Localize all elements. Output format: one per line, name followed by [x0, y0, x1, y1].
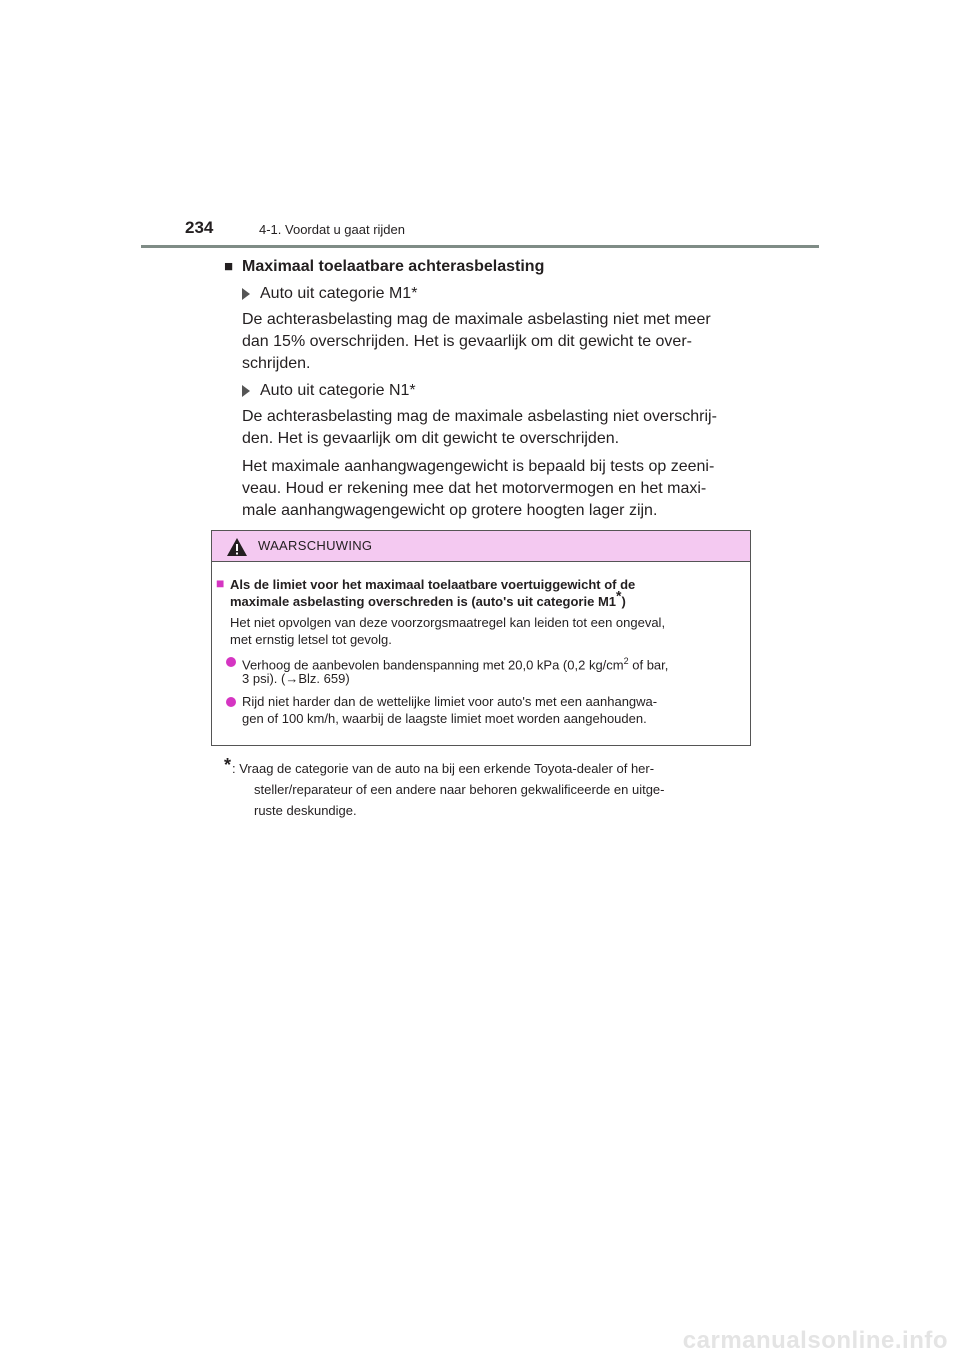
page-header — [141, 218, 819, 248]
footnote-star: * — [224, 755, 232, 775]
category-n1-label: Auto uit categorie N1* — [260, 382, 416, 399]
m1-text-line3: schrijden. — [242, 355, 311, 372]
footnote-line2: steller/reparateur of een andere naar behoren gekwalificeerde en uitge- — [254, 782, 665, 797]
watermark-bar — [0, 1315, 960, 1358]
bullet-dot-icon — [226, 657, 236, 667]
category-m1-label: Auto uit categorie M1* — [260, 285, 418, 302]
warning-bullet1-line1: Verhoog de aanbevolen bandenspanning met 20,0 kPa (0,2 $kg/cm^2$ of bar, — [242, 656, 669, 673]
trailer-text-line2: veau. Houd er rekening mee dat het motorvermogen en het maxi- — [242, 480, 707, 497]
warning-bullet2-line2: gen of 100 km/h, waarbij de laagste limiet moet worden aangehouden. — [242, 711, 647, 726]
trailer-text-line1: Het maximale aanhangwagengewicht is bepaald bij tests op zeeni- — [242, 458, 715, 475]
bullet-dot-icon — [226, 697, 236, 707]
n1-text-line1: De achterasbelasting mag de maximale asbelasting niet overschrij- — [242, 408, 717, 425]
warning-bullet2-line1: Rijd niet harder dan de wettelijke limiet voor auto's met een aanhangwa- — [242, 694, 658, 709]
heading-square-icon: ■ — [224, 258, 234, 275]
footnote-line3: ruste deskundige. — [254, 803, 357, 818]
warning-box — [211, 530, 751, 746]
warning-intro-line1: Het niet opvolgen van deze voorzorgsmaatregel kan leiden tot een ongeval, — [230, 615, 666, 630]
trailer-text-line3: male aanhangwagengewicht op grotere hoogten lager zijn. — [242, 502, 658, 519]
page-number: 234 — [185, 218, 214, 237]
footnote-line1: : Vraag de categorie van de auto na bij een erkende Toyota-dealer of her- — [232, 761, 655, 776]
warning-title-line2: maximale asbelasting overschreden is (auto's uit categorie M1*) — [230, 587, 626, 609]
triangle-bullet-icon — [242, 385, 250, 397]
warning-square-icon: ■ — [216, 575, 225, 591]
warning-title-line1: Als de limiet voor het maximaal toelaatbare voertuiggewicht of de — [230, 577, 636, 592]
n1-text-line2: den. Het is gevaarlijk om dit gewicht te overschrijden. — [242, 430, 620, 447]
section-heading: Maximaal toelaatbare achterasbelasting — [242, 258, 545, 275]
triangle-bullet-icon — [242, 288, 250, 300]
warning-intro-line2: met ernstig letsel tot gevolg. — [230, 632, 392, 647]
warning-triangle-icon — [226, 537, 248, 557]
warning-label: WAARSCHUWING — [258, 538, 373, 553]
m1-text-line2: dan 15% overschrijden. Het is gevaarlijk om dit gewicht te over- — [242, 333, 692, 350]
header-rule — [141, 245, 819, 248]
section-title: 4-1. Voordat u gaat rijden — [259, 222, 405, 237]
warning-bullet1-line2: 3 psi). (→Blz. 659) — [242, 671, 350, 686]
m1-text-line1: De achterasbelasting mag de maximale asbelasting niet met meer — [242, 311, 711, 328]
warning-header — [212, 531, 750, 562]
watermark-text: carmanualsonline.info — [682, 1327, 948, 1354]
